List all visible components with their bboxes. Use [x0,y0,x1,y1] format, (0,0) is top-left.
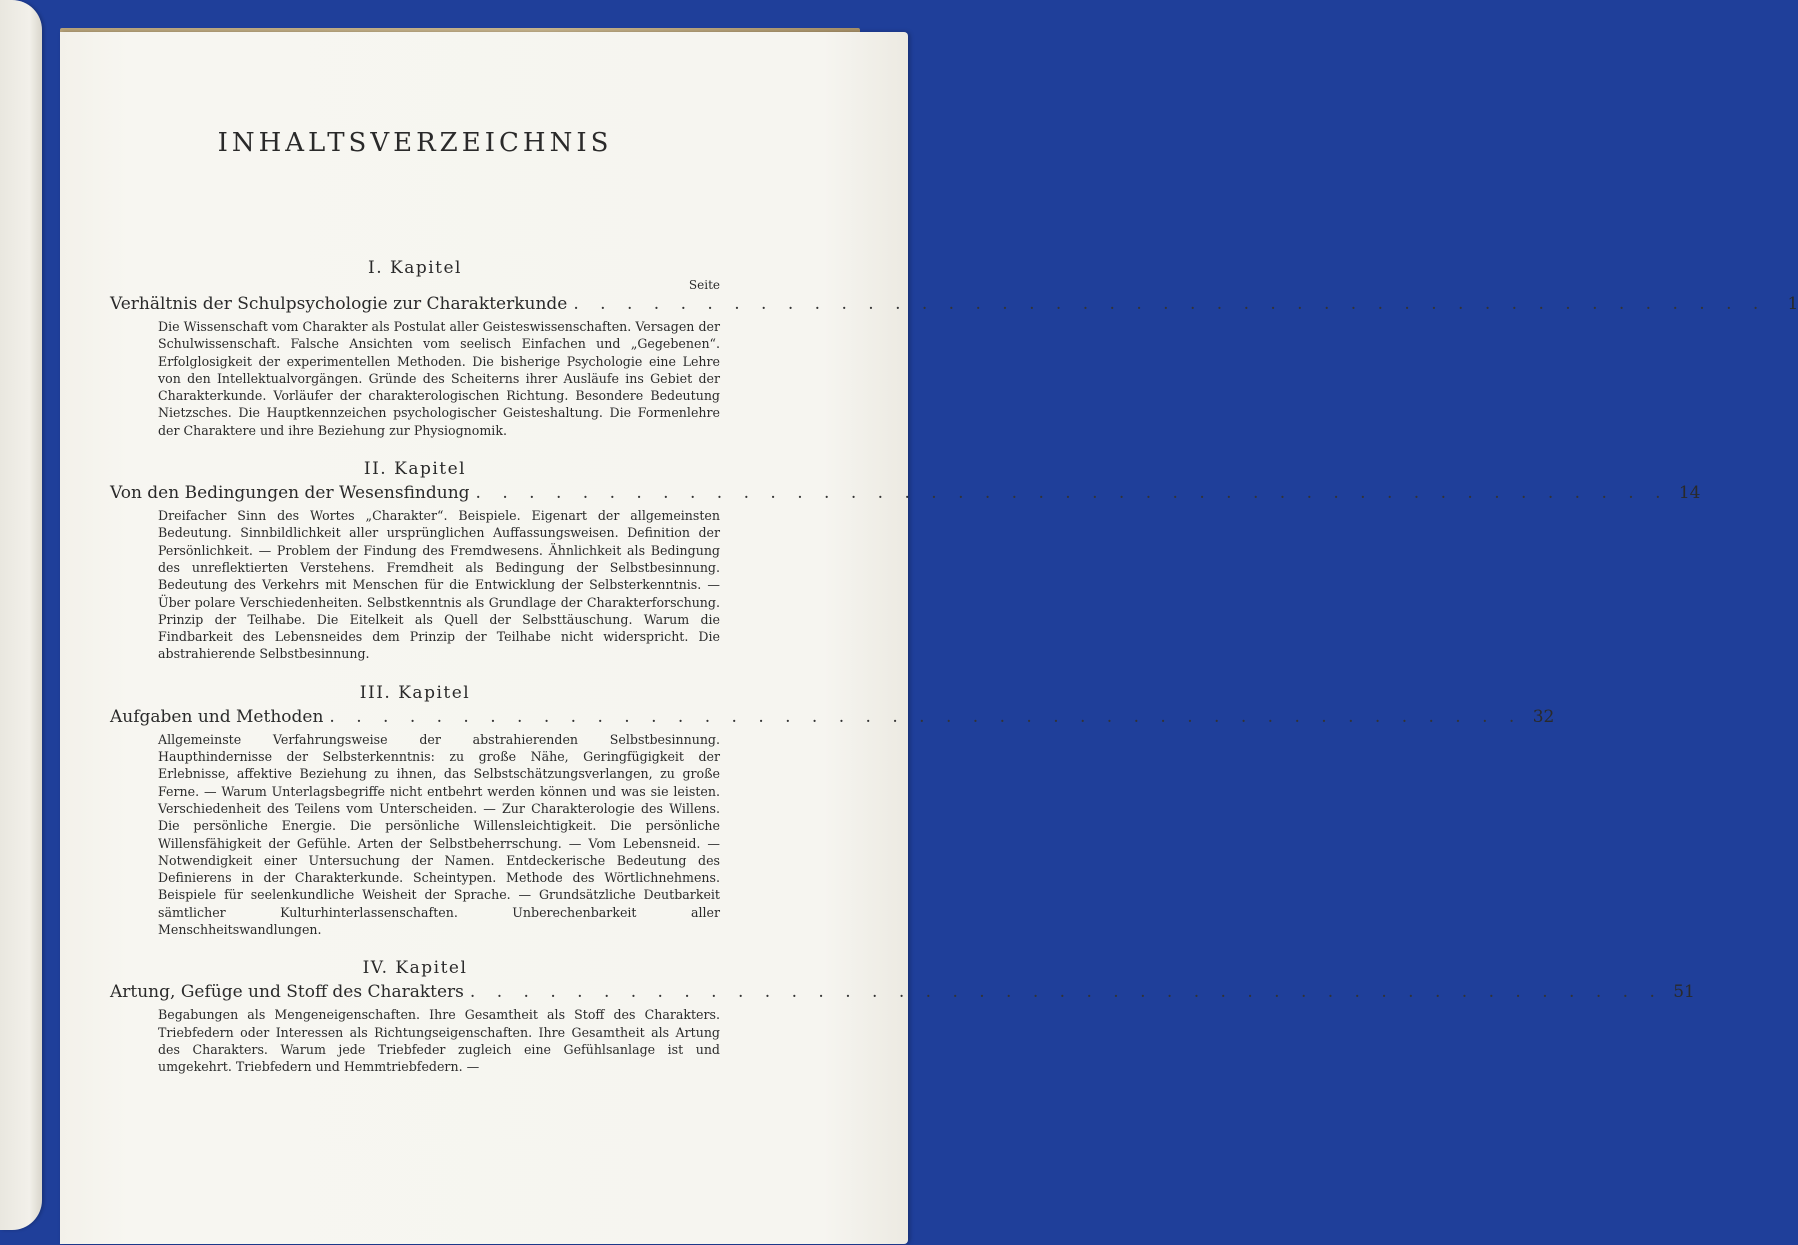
page-number: 14 [1678,483,1701,504]
chapter-heading: III. Kapitel [359,682,471,703]
page-number: 51 [1673,982,1695,1003]
chapter-heading: I. Kapitel [367,258,462,278]
chapter-summary: Begabungen als Mengeneigenschaften. Ihre Gesamtheit als Stoff des Charakters. Triebfedern oder Interessen als Richtungseigenschaften. Ihre Gesamtheit als Artung des Charakters. Warum jede Triebfeder zugleich eine Gefühlsanlage ist und umgekehrt. Triebfedern und Hemmtriebfedern. — [158,1007,720,1075]
page-number: 32 [1532,706,1555,727]
chapter-heading: IV. Kapitel [362,958,468,979]
chapter-1 [110,258,1798,439]
chapter-summary: Die Wissenschaft vom Charakter als Postulat aller Geisteswissenschaften. Versagen der Schulwissenschaft. Falsche Ansichten vom seelisch Einfachen und „Gegebenen“. Erfolglosigkeit der experimentellen Methoden. Die bisherige Psychologie eine Lehre von den Intellektualvorgängen. Gründe des Scheiterns ihrer Ausläufe ins Gebiet der Charakterkunde. Vorläufer der charakterologischen Richtung. Besondere Bedeutung Nietzsches. Die Hauptkennzeichen psychologischer Geisteshaltung. Die Formenlehre der Charaktere und ihre Beziehung zur Physiognomik. [158,319,720,438]
toc-entry [110,483,1701,504]
page-number: 1 [1787,294,1798,314]
leader-dots: . . . . . . . . . . . . . . . . . . . . . . . . . . . . . . . . . . . . . . . . . . . . . [469,982,1663,1003]
toc-entry [110,706,1555,727]
previous-page-edge [0,0,42,1230]
table-of-contents [110,120,1798,1096]
toc-entry [110,982,1695,1003]
leader-dots: . . . . . . . . . . . . . . . . . . . . . . . . . . . . . . . . . . . . . . . . . . . . . [475,483,1669,504]
page-title: INHALTSVERZEICHNIS [217,128,613,158]
chapter-2 [110,459,1701,663]
leader-dots: . . . . . . . . . . . . . . . . . . . . . . . . . . . . . . . . . . . . . . . . . . . . . [329,706,1523,727]
chapter-title: Verhältnis der Schulpsychologie zur Charakterkunde [110,294,568,314]
chapter-title: Von den Bedingungen der Wesensfindung [110,483,470,504]
chapter-3 [110,682,1555,939]
page-column-label: Seite [688,278,720,292]
chapter-summary: Allgemeinste Verfahrungsweise der abstrahierenden Selbstbesinnung. Haupthindernisse der Selbsterkenntnis: zu große Nähe, Geringfügigkeit der Erlebnisse, affektive Beziehung zu ihnen, das Selbstschätzungsverlangen, zu große Ferne. — Warum Unterlagsbegriffe nicht entbehrt werden können und was sie leisten. Verschiedenheit des Teilens vom Unterscheiden. — Zur Charakterologie des Willens. Die persönliche Energie. Die persönliche Willensleichtigkeit. Die persönliche Willensfähigkeit der Gefühle. Arten der Selbstbeherrschung. — Vom Lebensneid. — Notwendigkeit einer Untersuchung der Namen. Entdeckerische Bedeutung des Definierens in der Charakterkunde. Scheintypen. Methode des Wörtlichnehmens. Beispiele für seelenkundliche Weisheit der Sprache. — Grundsätzliche Deutbarkeit sämtlicher Kulturhinterlassenschaften. Unberechenbarkeit aller Menschheitswandlungen. [158,731,720,938]
leader-dots: . . . . . . . . . . . . . . . . . . . . . . . . . . . . . . . . . . . . . . . . . . . . . [573,294,1767,314]
chapter-title: Aufgaben und Methoden [110,706,324,727]
chapter-title: Artung, Gefüge und Stoff des Charakters [110,982,464,1003]
chapter-4 [110,958,1695,1075]
toc-entry [110,294,1798,314]
chapter-summary: Dreifacher Sinn des Wortes „Charakter“. Beispiele. Eigenart der allgemeinsten Bedeutung. Sinnbildlichkeit aller ursprünglichen Auffassungsweisen. Definition der Persönlichkeit. — Problem der Findung des Fremdwesens. Ähnlichkeit als Bedingung des unreflektierten Verstehens. Fremdheit als Bedingung der Selbstbesinnung. Bedeutung des Verkehrs mit Menschen für die Entwicklung der Selbsterkenntnis. — Über polare Verschiedenheiten. Selbstkenntnis als Grundlage der Charakterforschung. Prinzip der Teilhabe. Die Eitelkeit als Quell der Selbsttäuschung. Warum die Findbarkeit des Lebensneides dem Prinzip der Teilhabe nicht widerspricht. Die abstrahierende Selbstbesinnung. [158,508,720,662]
chapter-heading: II. Kapitel [363,459,467,480]
